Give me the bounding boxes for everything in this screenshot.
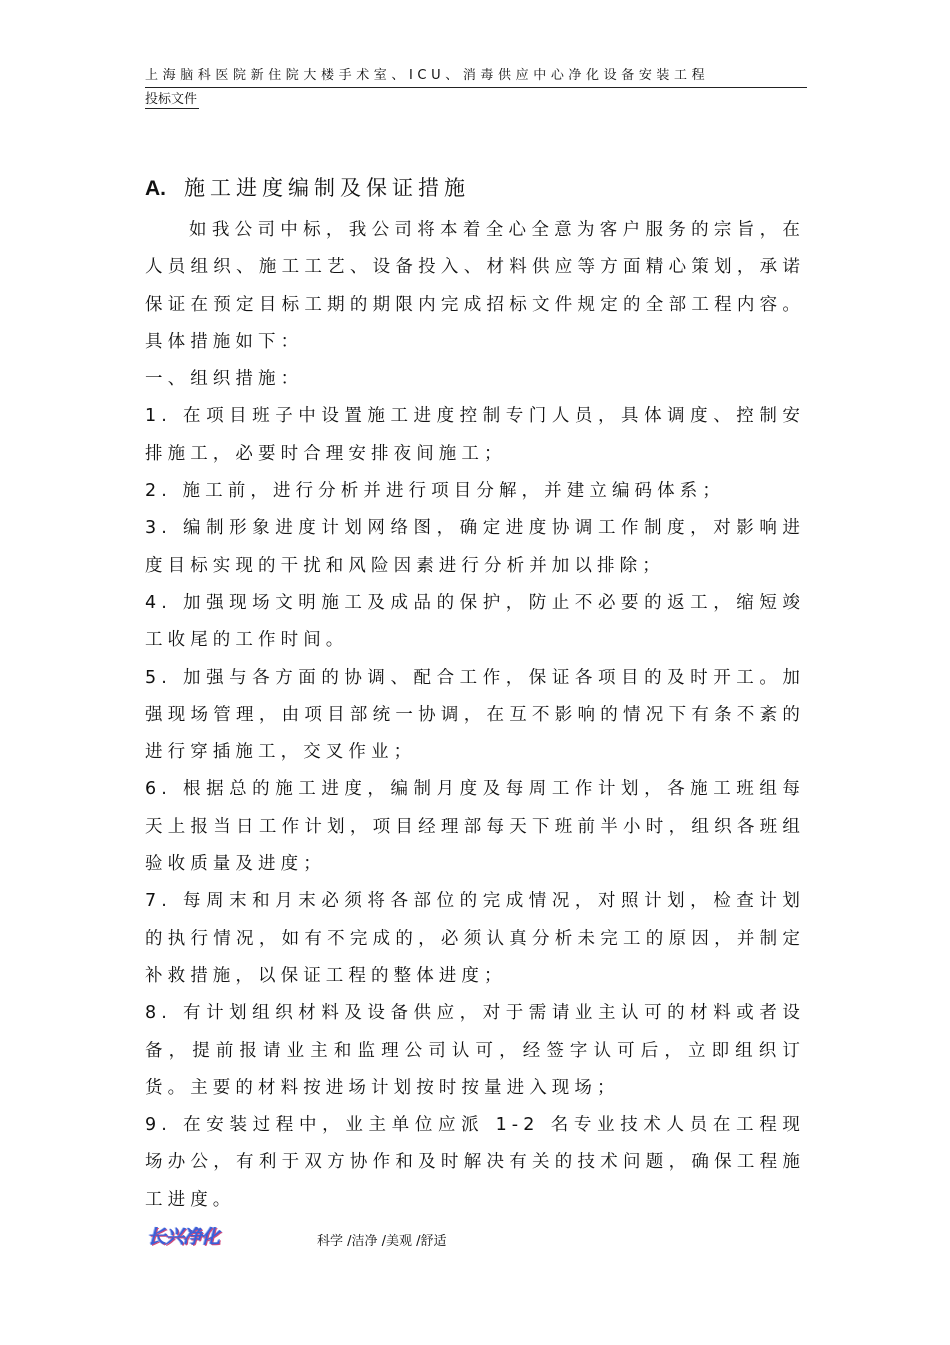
footer-slogan: 科学 /洁净 /美观 /舒适 [317,1234,447,1249]
paragraph: 2. 施工前，进行分析并进行项目分解，并建立编码体系； [145,481,725,502]
section-heading [145,172,470,205]
paragraph: 1. 在项目班子中设置施工进度控制专门人员，具体调度、控制安排施工，必要时合理安排夜间施工； [145,406,805,464]
section-title: 施工进度编制及保证措施 [184,176,470,200]
paragraph: 4. 加强现场文明施工及成品的保护，防止不必要的返工，缩短竣工收尾的工作时间。 [145,592,805,651]
page-header [145,66,807,109]
company-logo: 长兴净化 [147,1226,220,1248]
paragraph: 一、组织措施： [145,369,304,390]
header-project-title: 上海脑科医院新住院大楼手术室、ICU、消毒供应中心净化设备安装工程 [145,66,807,88]
paragraph: 6. 根据总的施工进度，编制月度及每周工作计划，各施工班组每天上报当日工作计划，项目经理部每天下班前半小时，组织各班组验收质量及进度； [145,779,805,875]
section-number: A. [145,177,166,200]
document-body [145,212,805,1219]
paragraph: 如我公司中标，我公司将本着全心全意为客户服务的宗旨，在人员组织、施工工艺、设备投入、材料供应等方面精心策划，承诺保证在预定目标工期的期限内完成招标文件规定的全部工程内容。具体措施如下： [145,220,805,352]
paragraph: 9. 在安装过程中，业主单位应派 1-2 名专业技术人员在工程现场办公，有利于双方协作和及时解决有关的技术问题，确保工程施工进度。 [145,1115,805,1210]
header-doc-type: 投标文件 [145,92,198,107]
paragraph: 3. 编制形象进度计划网络图，确定进度协调工作制度，对影响进度目标实现的干扰和风险因素进行分析并加以排除； [145,518,805,576]
paragraph: 5. 加强与各方面的协调、配合工作，保证各项目的及时开工。加强现场管理，由项目部统一协调，在互不影响的情况下有条不紊的进行穿插施工，交叉作业； [145,667,805,763]
paragraph: 8. 有计划组织材料及设备供应，对于需请业主认可的材料或者设备，提前报请业主和监理公司认可，经签字认可后，立即组织订货。主要的材料按进场计划按时按量进入现场； [145,1003,805,1098]
paragraph: 7. 每周末和月末必须将各部位的完成情况，对照计划，检查计划的执行情况，如有不完成的，必须认真分析未完工的原因，并制定补救措施，以保证工程的整体进度； [145,891,805,986]
